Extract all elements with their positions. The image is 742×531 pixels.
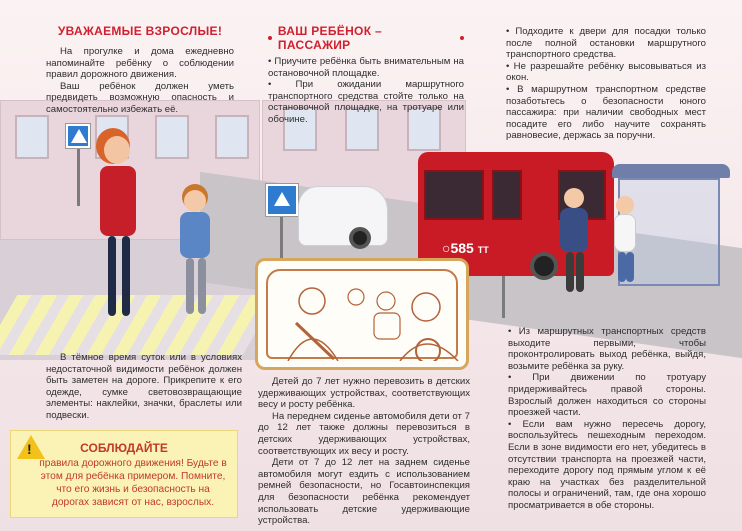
man-head — [564, 188, 584, 208]
exiting-tip: • Если вам нужно пересечь дорогу, воспользуйтесь пешеходным переходом. Если в зоне видимости его нет, убедитесь в отсутствии транспорта на проезжей части, переходите дорогу под прямым углом к её краю на участках без разделительной полосы и ограничений, там, где она хорошо просматривается в обе стороны. — [508, 419, 706, 512]
intro-paragraph: Ваш ребёнок должен уметь предвидеть возможную опасность и самостоятельно избежать её. — [46, 80, 234, 115]
bus-number: ○585 — [442, 240, 474, 256]
window — [155, 115, 189, 159]
car-interior-illustration — [255, 258, 469, 370]
boarding-tip: • Не разрешайте ребёнку высовываться из окон. — [506, 61, 706, 84]
zebra-crossing — [0, 295, 277, 355]
passenger-tip: • При ожидании маршрутного транспортного средства стойте только на остановочной площадке, на тротуаре или обочине. — [268, 79, 464, 125]
windshield-frame — [266, 269, 458, 359]
passenger-tip: • Приучите ребёнка быть внимательным на остановочной площадке. — [268, 56, 464, 79]
intro-block — [46, 24, 234, 116]
visibility-block — [46, 352, 242, 422]
man-leg — [576, 252, 584, 292]
exiting-block — [508, 326, 706, 512]
bus-wheel — [530, 252, 558, 280]
passenger-heading — [268, 24, 464, 52]
pedestrian-crossing-sign-icon — [66, 124, 90, 148]
reminder-title: СОБЛЮДАЙТЕ — [80, 441, 168, 455]
boy-leg — [626, 252, 634, 282]
child-head — [184, 190, 206, 212]
child-leg — [198, 258, 206, 314]
child-seat-paragraph: Дети от 7 до 12 лет на заднем сиденье автомобиля могут ездить с использованием ремней безопасности, но Госавтоинспекция для безопасности ребёнка рекомендует использовать детские удерживающие устройства. — [258, 457, 470, 527]
boy-head — [616, 196, 634, 214]
child-torso — [180, 212, 210, 258]
window — [15, 115, 49, 159]
mother-head — [104, 136, 130, 164]
bus-window — [424, 170, 484, 220]
heading-dot — [268, 36, 272, 40]
intro-title: УВАЖАЕМЫЕ ВЗРОСЛЫЕ! — [57, 24, 223, 38]
passenger-title: ВАШ РЕБЁНОК – ПАССАЖИР — [277, 24, 382, 52]
car-wheel — [349, 227, 371, 249]
child-seat-paragraph: На переднем сиденье автомобиля дети от 7 до 12 лет также должны перевозиться в детских удерживающих устройствах, соответствующих их весу и росту. — [258, 410, 470, 457]
reminder-text: правила дорожного движения! Будьте в этом для ребёнка примером. Помните, что его жизнь и безопасность на дорогах зависят от нас, взрослых. — [39, 458, 227, 508]
mother-torso — [100, 166, 136, 236]
reminder-note — [10, 430, 238, 518]
exclamation-icon: ! — [27, 441, 32, 457]
bus-window — [492, 170, 522, 220]
intro-paragraph: На прогулке и дома ежедневно напоминайте ребёнку о соблюдении правил дорожного движения. — [46, 46, 234, 81]
visibility-paragraph: В тёмное время суток или в условиях недостаточной видимости ребёнок должен быть заметен на дороге. Прикрепите к его одежде, сумке световозвращающие элементы: наклейки, значки, браслеты или подвески. — [46, 352, 242, 421]
boy-leg — [618, 252, 626, 282]
bus-plate — [442, 240, 489, 256]
window — [215, 115, 249, 159]
child-seat-block — [258, 376, 470, 527]
boarding-block — [506, 26, 706, 142]
sign-pole — [77, 146, 80, 206]
man-leg — [566, 252, 574, 292]
child-leg — [186, 258, 194, 314]
mother-leg — [122, 236, 130, 316]
child-seat-paragraph: Детей до 7 лет нужно перевозить в детских удерживающих устройствах, соответствующих весу и росту ребёнка. — [258, 376, 470, 411]
bus-stop-roof — [612, 164, 730, 178]
car-occupants-drawing — [268, 271, 462, 361]
passenger-block — [268, 24, 464, 126]
pedestrian-crossing-sign-icon — [266, 184, 298, 216]
mother-leg — [108, 236, 116, 316]
heading-dot — [460, 36, 464, 40]
boarding-tip: • Подходите к двери для посадки только после полной остановки маршрутного транспортного средства. — [506, 26, 706, 61]
exiting-tip: • При движении по тротуару придерживайтесь правой стороны. Взрослый должен находиться со стороны проезжей части. — [508, 372, 706, 418]
boy-torso — [614, 214, 636, 252]
boarding-tip: • В маршрутном транспортном средстве позаботьтесь о безопасности юного пассажира: при наличии свободных мест посадите его либо научите сохранять равновесие, держась за поручни. — [506, 84, 706, 142]
man-torso — [560, 208, 588, 252]
exiting-tip: • Из маршрутных транспортных средств выходите первыми, чтобы проконтролировать выход ребёнка, выйдя, возьмите ребёнка за руку. — [508, 326, 706, 372]
white-car — [298, 186, 388, 246]
bus-region: ТТ — [477, 245, 489, 255]
